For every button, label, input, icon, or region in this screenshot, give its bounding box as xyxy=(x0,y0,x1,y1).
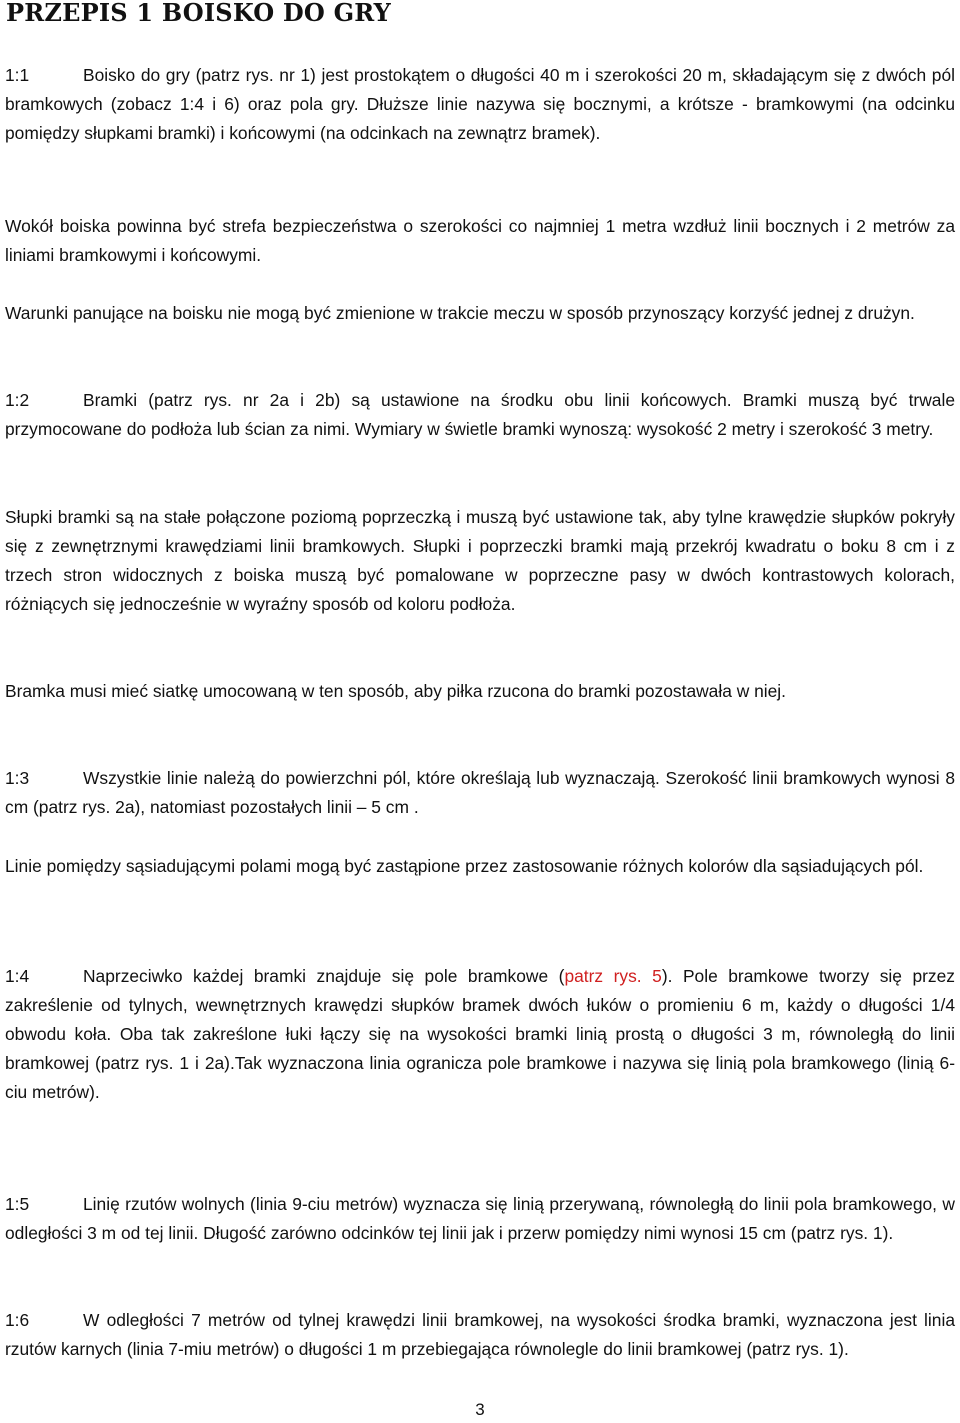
paragraph-1-2 xyxy=(5,386,955,444)
page-number: 3 xyxy=(475,1400,485,1419)
section-number: 1:5 xyxy=(5,1194,30,1214)
paragraph-text: Boisko do gry (patrz rys. nr 1) jest prostokątem o długości 40 m i szerokości 20 m, składającym się z dwóch pól bramkowych (zobacz 1:4 i 6) oraz pola gry. Dłuższe linie nazywa się bocznymi, a krótsze - bramkowymi (na odcinku pomiędzy słupkami bramki) i końcowymi (na odcinkach na zewnątrz bramek). xyxy=(5,65,955,143)
paragraph-1-1 xyxy=(5,61,955,148)
paragraph-text-end: ). Pole bramkowe tworzy się przez zakreślenie od tylnych, wewnętrznych krawędzi słupków bramek dwóch łuków o promieniu 6 m, każdy o długości 1/4 obwodu koła. Oba tak zakreślone łuki łączy się na wysokości bramki linią prostą o długości 3 m, równoległą do linii bramkowej (patrz rys. 1 i 2a).Tak wyznaczona linia ogranicza pole bramkowe i nazywa się linią pola bramkowego (linią 6-ciu metrów). xyxy=(5,966,955,1102)
paragraph-text: W odległości 7 metrów od tylnej krawędzi linii bramkowej, na wysokości środka bramki, wyznaczona jest linia rzutów karnych (linia 7-miu metrów) o długości 1 m przebiegająca równolegle do linii bramkowej (patrz rys. 1). xyxy=(5,1310,955,1359)
paragraph-text: Wokół boiska powinna być strefa bezpieczeństwa o szerokości co najmniej 1 metra wzdłuż linii bocznych i 2 metrów za liniami bramkowymi i końcowymi. xyxy=(5,216,955,265)
paragraph-text: Warunki panujące na boisku nie mogą być zmienione w trakcie meczu w sposób przynoszący korzyść jednej z drużyn. xyxy=(5,303,915,323)
paragraph-text: Wszystkie linie należą do powierzchni pól, które określają lub wyznaczają. Szerokość linii bramkowych wynosi 8 cm (patrz rys. 2a), natomiast pozostałych linii – 5 cm . xyxy=(5,768,955,817)
figure-reference: patrz rys. 5 xyxy=(564,966,662,986)
paragraph-text: Słupki bramki są na stałe połączone poziomą poprzeczką i muszą być ustawione tak, aby tylne krawędzie słupków pokryły się z zewnętrznymi krawędziami linii bramkowych. Słupki i poprzeczki bramki mają przekrój kwadratu o boku 8 cm i z trzech stron widocznych z boiska muszą być pomalowane w poprzeczne pasy w dwóch kontrastowych kolorach, różniących się jednocześnie w wyraźny sposób od koloru podłoża. xyxy=(5,507,955,614)
paragraph-text: Bramka musi mieć siatkę umocowaną w ten sposób, aby piłka rzucona do bramki pozostawała w niej. xyxy=(5,681,787,701)
paragraph-goal-net xyxy=(5,677,955,706)
paragraph-text: Linię rzutów wolnych (linia 9-ciu metrów) wyznacza się linią przerywaną, równoległą do linii pola bramkowego, w odległości 3 m od tej linii. Długość zarówno odcinków tej linii jak i przerw pomiędzy nimi wynosi 15 cm (patrz rys. 1). xyxy=(5,1194,955,1243)
section-number: 1:3 xyxy=(5,768,30,788)
paragraph-1-4 xyxy=(5,962,955,1107)
section-number: 1:6 xyxy=(5,1310,30,1330)
section-number: 1:4 xyxy=(5,966,30,986)
paragraph-safety-zone xyxy=(5,212,955,270)
paragraph-1-5 xyxy=(5,1190,955,1248)
paragraph-lines-colors xyxy=(5,852,955,881)
paragraph-goal-posts xyxy=(5,503,955,619)
paragraph-1-6 xyxy=(5,1306,955,1364)
paragraph-text: Bramki (patrz rys. nr 2a i 2b) są ustawione na środku obu linii końcowych. Bramki muszą być trwale przymocowane do podłoża lub ścian za nimi. Wymiary w świetle bramki wynoszą: wysokość 2 metry i szerokość 3 metry. xyxy=(5,390,955,439)
paragraph-1-3 xyxy=(5,764,955,822)
paragraph-field-conditions xyxy=(5,299,955,328)
paragraph-text: Linie pomiędzy sąsiadującymi polami mogą być zastąpione przez zastosowanie różnych kolorów dla sąsiadujących pól. xyxy=(5,856,924,876)
section-number: 1:1 xyxy=(5,65,30,85)
page-title: PRZEPIS 1 BOISKO DO GRY xyxy=(6,0,392,27)
paragraph-text-start: Naprzeciwko każdej bramki znajduje się pole bramkowe ( xyxy=(83,966,565,986)
section-number: 1:2 xyxy=(5,390,30,410)
